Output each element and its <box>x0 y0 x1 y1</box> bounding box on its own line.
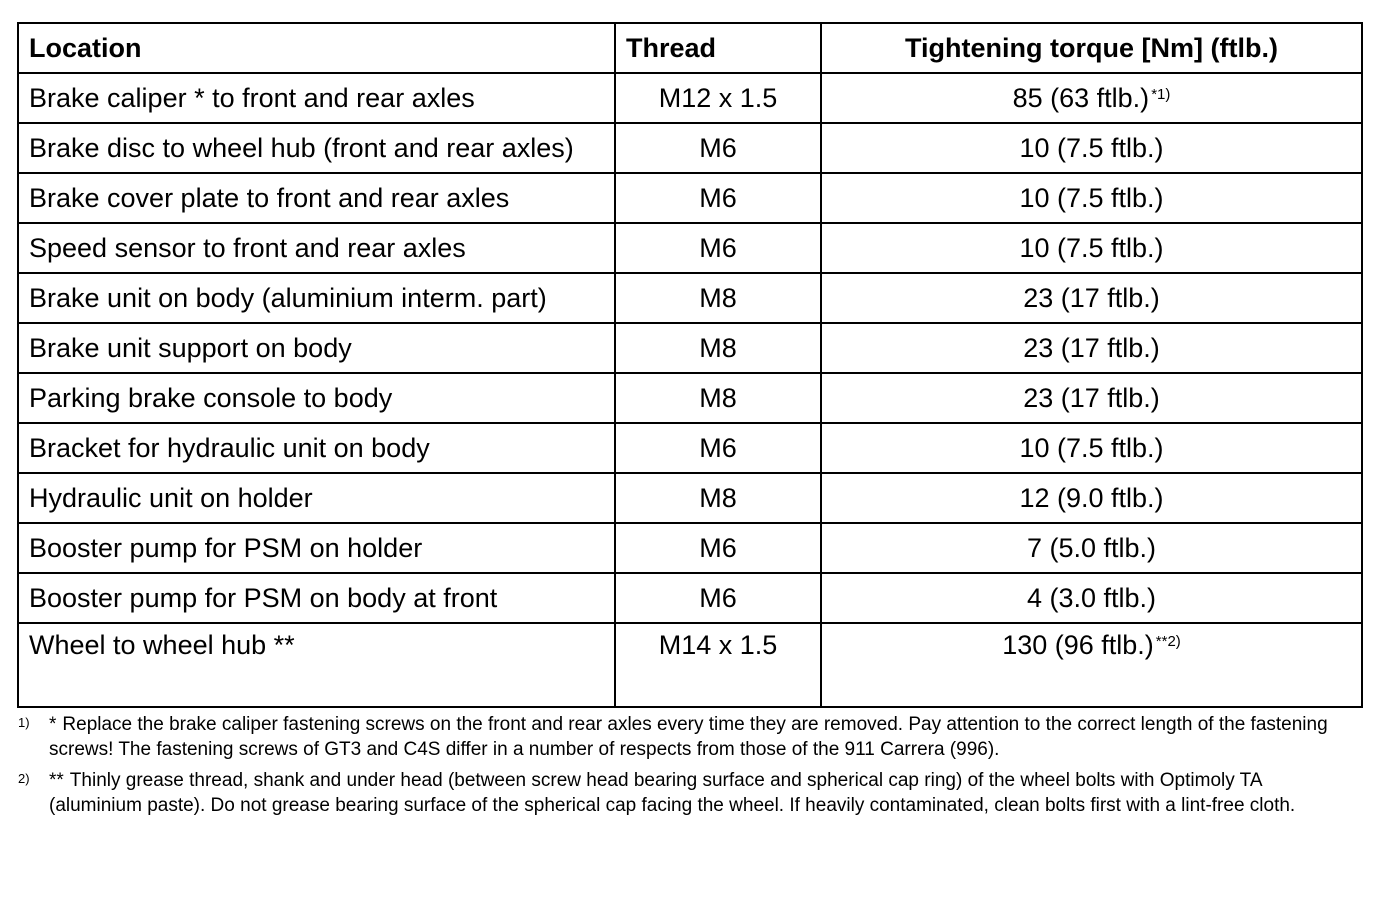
torque-value: 23 (17 ftlb.) <box>1023 383 1160 413</box>
header-location: Location <box>18 23 615 73</box>
torque-value: 23 (17 ftlb.) <box>1023 333 1160 363</box>
footnote-text: Thinly grease thread, shank and under head (between screw head bearing surface and spherical cap ring) of the wheel bolts with Optimoly TA (aluminium paste). Do not grease bearing surface of the spherical cap facing the wheel. If heavily contaminated, clean bolts first with a lint-free cloth. <box>49 770 1296 816</box>
cell-thread: M8 <box>615 323 821 373</box>
cell-thread: M6 <box>615 523 821 573</box>
cell-thread: M6 <box>615 173 821 223</box>
table-row <box>18 573 1362 623</box>
footnotes <box>18 712 1358 824</box>
torque-value: 130 (96 ftlb.) <box>1002 630 1154 660</box>
torque-value: 12 (9.0 ftlb.) <box>1019 483 1164 513</box>
table-row <box>18 473 1362 523</box>
table-row <box>18 623 1362 707</box>
torque-value: 7 (5.0 ftlb.) <box>1026 533 1157 563</box>
cell-location: Parking brake console to body <box>18 373 615 423</box>
table-row <box>18 273 1362 323</box>
torque-value: 10 (7.5 ftlb.) <box>1019 183 1164 213</box>
table-row <box>18 323 1362 373</box>
cell-torque <box>821 523 1362 573</box>
cell-location: Wheel to wheel hub ** <box>18 623 615 707</box>
cell-thread: M12 x 1.5 <box>615 73 821 123</box>
cell-location: Booster pump for PSM on body at front <box>18 573 615 623</box>
footnote-star: * <box>49 714 57 735</box>
torque-value: 10 (7.5 ftlb.) <box>1019 233 1164 263</box>
footnote-2 <box>18 768 1358 818</box>
footnote-ref: **2) <box>1155 633 1181 650</box>
cell-torque <box>821 373 1362 423</box>
table-row <box>18 523 1362 573</box>
cell-torque <box>821 173 1362 223</box>
cell-location: Bracket for hydraulic unit on body <box>18 423 615 473</box>
table-row <box>18 73 1362 123</box>
cell-location: Hydraulic unit on holder <box>18 473 615 523</box>
torque-value: 4 (3.0 ftlb.) <box>1026 583 1157 613</box>
header-torque: Tightening torque [Nm] (ftlb.) <box>821 23 1362 73</box>
header-row <box>18 23 1362 73</box>
torque-table <box>17 22 1363 708</box>
cell-location: Booster pump for PSM on holder <box>18 523 615 573</box>
cell-torque <box>821 623 1362 707</box>
table-body <box>18 73 1362 707</box>
cell-thread: M6 <box>615 573 821 623</box>
cell-thread: M8 <box>615 273 821 323</box>
cell-location: Brake unit on body (aluminium interm. part) <box>18 273 615 323</box>
table-row <box>18 223 1362 273</box>
torque-value: 85 (63 ftlb.) <box>1012 83 1150 113</box>
cell-location: Brake unit support on body <box>18 323 615 373</box>
torque-value: 10 (7.5 ftlb.) <box>1019 133 1164 163</box>
cell-thread: M8 <box>615 373 821 423</box>
cell-torque <box>821 423 1362 473</box>
cell-thread: M14 x 1.5 <box>615 623 821 707</box>
cell-torque <box>821 123 1362 173</box>
cell-torque <box>821 273 1362 323</box>
cell-thread: M6 <box>615 423 821 473</box>
cell-thread: M8 <box>615 473 821 523</box>
table-row <box>18 123 1362 173</box>
cell-location: Brake cover plate to front and rear axles <box>18 173 615 223</box>
footnote-star: ** <box>49 770 64 791</box>
footnote-ref: *1) <box>1151 86 1171 103</box>
cell-torque <box>821 73 1362 123</box>
cell-torque <box>821 473 1362 523</box>
cell-torque <box>821 573 1362 623</box>
header-thread: Thread <box>615 23 821 73</box>
cell-thread: M6 <box>615 223 821 273</box>
torque-value: 10 (7.5 ftlb.) <box>1019 433 1164 463</box>
cell-torque <box>821 223 1362 273</box>
cell-location: Brake disc to wheel hub (front and rear axles) <box>18 123 615 173</box>
footnote-text: Replace the brake caliper fastening screws on the front and rear axles every time they are removed. Pay attention to the correct length of the fastening screws! The fastening screws of GT3 and C4S differ in a number of respects from those of the 911 Carrera (996). <box>49 714 1328 760</box>
table-row <box>18 423 1362 473</box>
footnote-1 <box>18 712 1358 762</box>
torque-value: 23 (17 ftlb.) <box>1023 283 1160 313</box>
footnote-marker: 2) <box>18 771 30 786</box>
footnote-marker: 1) <box>18 715 30 730</box>
table-row <box>18 173 1362 223</box>
cell-thread: M6 <box>615 123 821 173</box>
cell-location: Brake caliper * to front and rear axles <box>18 73 615 123</box>
table-row <box>18 373 1362 423</box>
cell-torque <box>821 323 1362 373</box>
cell-location: Speed sensor to front and rear axles <box>18 223 615 273</box>
